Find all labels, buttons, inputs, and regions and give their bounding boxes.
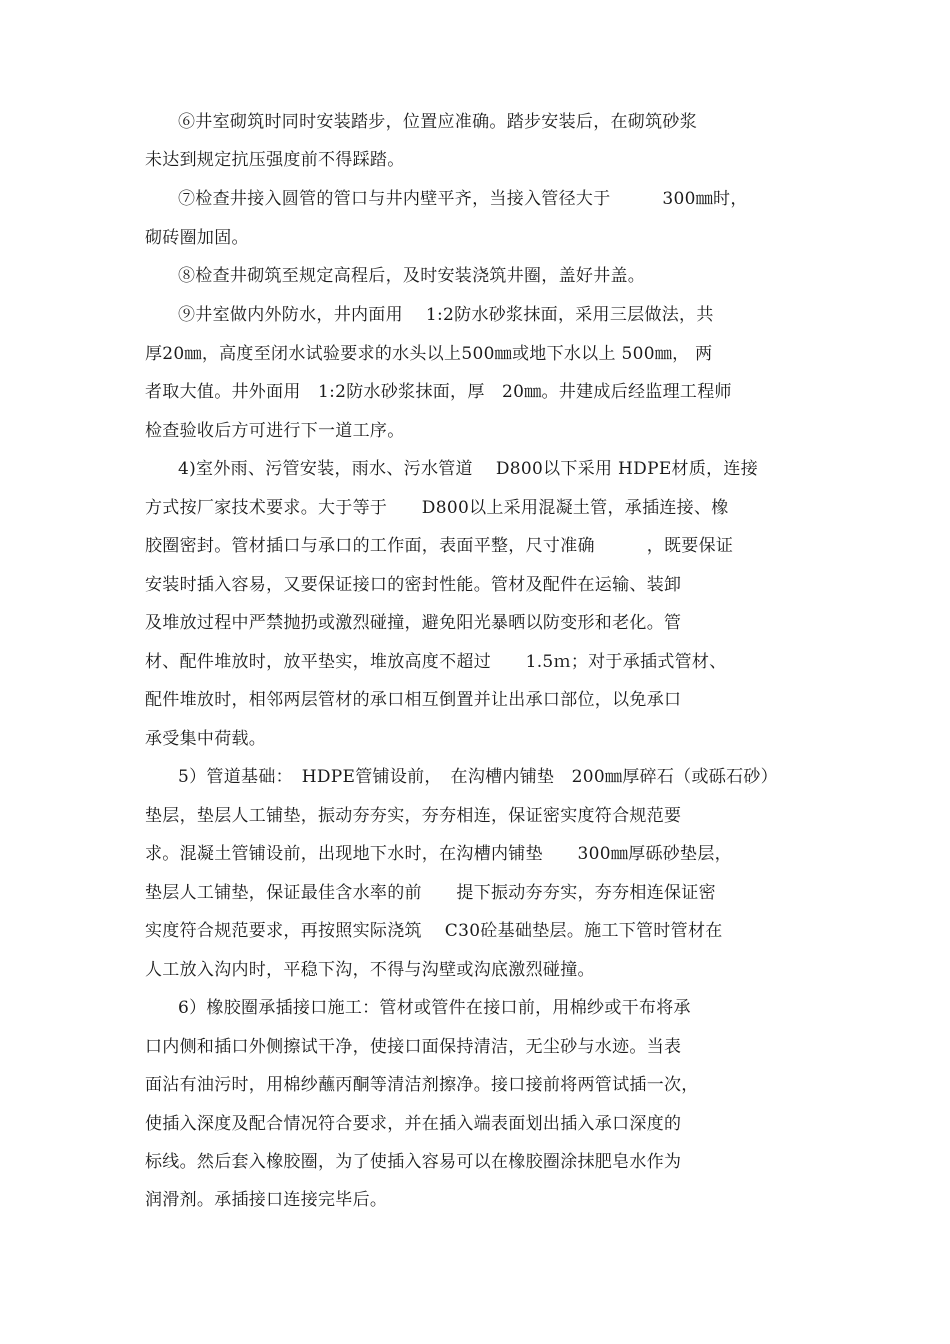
text-line: 垫层，垫层人工铺垫，振动夯夯实，夯夯相连，保证密实度符合规范要 [145, 806, 682, 826]
text-line: 者取大值。井外面用 1:2防水砂浆抹面，厚 20㎜。井建成后经监理工程师 [145, 382, 732, 402]
text-line: 使插入深度及配合情况符合要求，并在插入端表面划出插入承口深度的 [145, 1114, 682, 1134]
text-line: ⑦检查井接入圆管的管口与井内壁平齐，当接入管径大于 300㎜时， [178, 189, 748, 209]
text-line: 方式按厂家技术要求。大于等于 D800以上采用混凝土管，承插连接、橡 [145, 498, 729, 518]
text-line: 面沾有油污时，用棉纱蘸丙酮等清洁剂擦净。接口接前将两管试插一次， [145, 1075, 699, 1095]
text-line: 厚20㎜，高度至闭水试验要求的水头以上500㎜或地下水以上 500㎜， 两 [145, 344, 713, 364]
text-line: 未达到规定抗压强度前不得踩踏。 [145, 150, 405, 170]
text-line: 承受集中荷载。 [145, 729, 267, 749]
text-line: 4)室外雨、污管安装，雨水、污水管道 D800以下采用 HDPE材质，连接 [178, 459, 759, 479]
text-line: 垫层人工铺垫，保证最佳含水率的前 提下振动夯夯实，夯夯相连保证密 [145, 883, 716, 903]
text-line: 胶圈密封。管材插口与承口的工作面，表面平整，尺寸准确 ，既要保证 [145, 536, 734, 556]
text-line: 求。混凝土管铺设前，出现地下水时，在沟槽内铺垫 300㎜厚砾砂垫层， [145, 844, 732, 864]
text-line: 材、配件堆放时，放平垫实，堆放高度不超过 1.5ｍ；对于承插式管材、 [145, 652, 727, 672]
text-line: 砌砖圈加固。 [145, 228, 249, 248]
text-line: 实度符合规范要求，再按照实际浇筑 C30砼基础垫层。施工下管时管材在 [145, 921, 723, 941]
text-line: 安装时插入容易，又要保证接口的密封性能。管材及配件在运输、装卸 [145, 575, 682, 595]
text-line: ⑨井室做内外防水，井内面用 1:2防水砂浆抹面，采用三层做法，共 [178, 305, 714, 325]
text-line: 5）管道基础： HDPE管铺设前， 在沟槽内铺垫 200㎜厚碎石（或砾石砂） [178, 767, 778, 787]
text-line: ⑧检查井砌筑至规定高程后，及时安装浇筑井圈，盖好井盖。 [178, 266, 646, 286]
text-line: 检查验收后方可进行下一道工序。 [145, 421, 405, 441]
text-line: 6）橡胶圈承插接口施工：管材或管件在接口前，用棉纱或干布将承 [178, 998, 691, 1018]
text-line: 配件堆放时，相邻两层管材的承口相互倒置并让出承口部位，以免承口 [145, 690, 682, 710]
text-line: 人工放入沟内时，平稳下沟，不得与沟壁或沟底激烈碰撞。 [145, 960, 595, 980]
text-line: 标线。然后套入橡胶圈，为了使插入容易可以在橡胶圈涂抹肥皂水作为 [145, 1152, 682, 1172]
text-line: 及堆放过程中严禁抛扔或激烈碰撞，避免阳光暴晒以防变形和老化。管 [145, 613, 682, 633]
text-line: 润滑剂。承插接口连接完毕后。 [145, 1190, 388, 1210]
text-line: 口内侧和插口外侧擦试干净，使接口面保持清洁，无尘砂与水迹。当表 [145, 1037, 682, 1057]
text-line: ⑥井室砌筑时同时安装踏步，位置应准确。踏步安装后，在砌筑砂浆 [178, 112, 697, 132]
